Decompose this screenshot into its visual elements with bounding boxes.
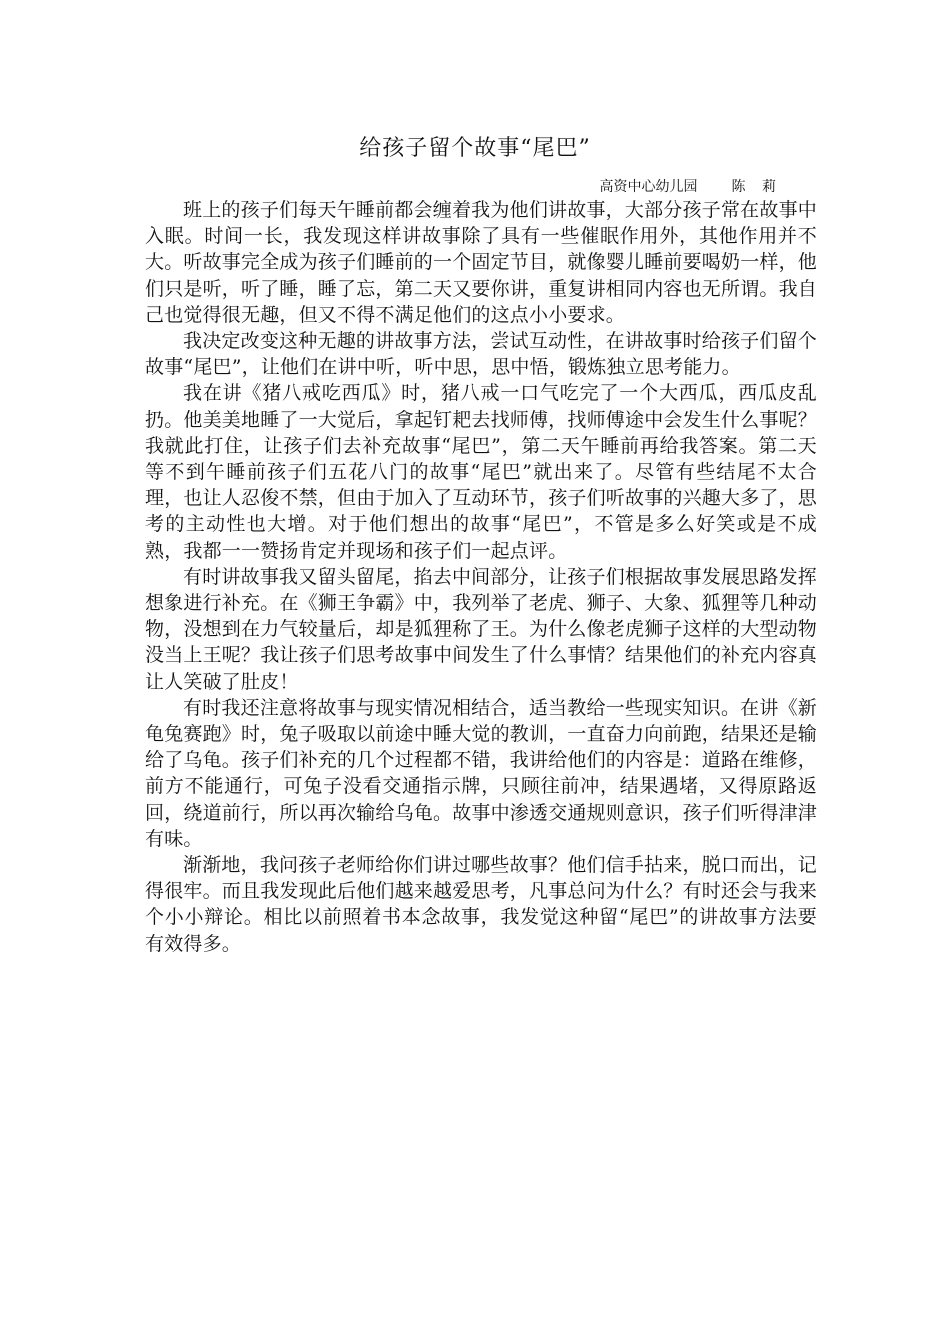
paragraph-1: 班上的孩子们每天午睡前都会缠着我为他们讲故事，大部分孩子常在故事中入眠。时间一长，我发现这样讲故事除了具有一些催眠作用外，其他作用并不大。听故事完全成为孩子们睡前的一个固定节目，就像婴儿睡前要喝奶一样，他们只是听，听了睡，睡了忘，第二天又要你讲，重复讲相同内容也无所谓。我自己也觉得很无趣，但又不得不满足他们的这点小小要求。 <box>145 199 818 326</box>
paragraph-5: 有时我还注意将故事与现实情况相结合，适当教给一些现实知识。在讲《新龟兔赛跑》时，兔子吸取以前途中睡大觉的教训，一直奋力向前跑，结果还是输给了乌龟。孩子们补充的几个过程都不错，我讲给他们的内容是：道路在维修，前方不能通行，可兔子没看交通指示牌，只顾往前冲，结果遇堵，又得原路返回，绕道前行，所以再次输给乌龟。故事中渗透交通规则意识，孩子们听得津津有味。 <box>145 696 818 850</box>
paragraph-4: 有时讲故事我又留头留尾，掐去中间部分，让孩子们根据故事发展思路发挥想象进行补充。在《狮王争霸》中，我列举了老虎、狮子、大象、狐狸等几种动物，没想到在力气较量后，却是狐狸称了王。为什么像老虎狮子这样的大型动物没当上王呢？我让孩子们思考故事中间发生了什么事情？结果他们的补充内容真让人笑破了肚皮！ <box>145 565 818 693</box>
byline <box>600 177 782 197</box>
paragraph-3: 我在讲《猪八戒吃西瓜》时，猪八戒一口气吃完了一个大西瓜，西瓜皮乱扔。他美美地睡了一大觉后，拿起钉耙去找师傅，找师傅途中会发生什么事呢？我就此打住，让孩子们去补充故事“尾巴”，第二天午睡前再给我答案。第二天等不到午睡前孩子们五花八门的故事“尾巴”就出来了。尽管有些结尾不太合理，也让人忍俊不禁，但由于加入了互动环节，孩子们听故事的兴趣大多了，思考的主动性也大增。对于他们想出的故事“尾巴”，不管是多么好笑或是不成熟，我都一一赞扬肯定并现场和孩子们一起点评。 <box>145 382 818 562</box>
paragraph-2: 我决定改变这种无趣的讲故事方法，尝试互动性，在讲故事时给孩子们留个故事“尾巴”，让他们在讲中听，听中思，思中悟，锻炼独立思考能力。 <box>145 330 817 379</box>
article-body <box>145 197 817 957</box>
document-title: 给孩子留个故事“尾巴” <box>359 136 591 161</box>
byline-author: 陈 莉 <box>731 179 782 195</box>
paragraph-6: 渐渐地，我问孩子老师给你们讲过哪些故事？他们信手拈来，脱口而出，记得很牢。而且我发现此后他们越来越爱思考，凡事总问为什么？有时还会与我来个小小辩论。相比以前照着书本念故事，我发觉这种留“尾巴”的讲故事方法要有效得多。 <box>145 854 818 955</box>
byline-organization: 高资中心幼儿园 <box>599 179 698 195</box>
